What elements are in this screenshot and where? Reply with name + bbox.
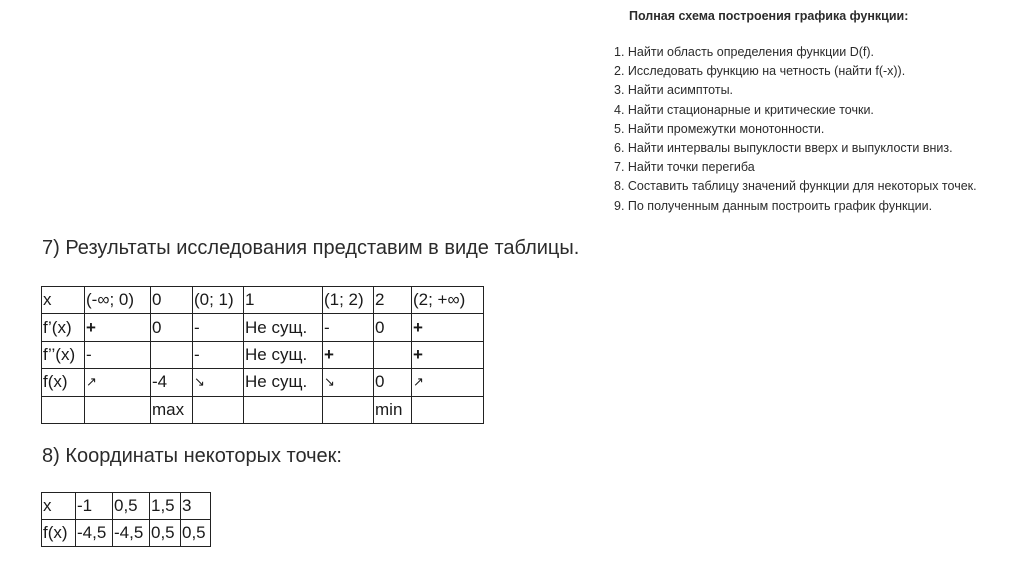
scheme-step: 7. Найти точки перегиба [614, 160, 755, 175]
table-cell: (2; +∞) [412, 287, 484, 314]
table-cell: -1 [76, 493, 113, 520]
scheme-step: 2. Исследовать функцию на четность (найти f(-x)). [614, 64, 906, 79]
table-cell: (-∞; 0) [85, 287, 151, 314]
scheme-step: 5. Найти промежутки монотонности. [614, 121, 825, 136]
table-cell: - [193, 341, 244, 368]
table-cell: Не сущ. [244, 369, 323, 396]
table-cell: -4,5 [76, 520, 113, 547]
table-cell: - [193, 314, 244, 341]
table-cell [374, 341, 412, 368]
coordinates-table [41, 492, 211, 547]
table-cell: 0,5 [181, 520, 211, 547]
table-cell: -4,5 [113, 520, 150, 547]
table-cell: + [85, 314, 151, 341]
table-row [42, 369, 484, 396]
decreasing-arrow-icon: ↘ [193, 369, 244, 396]
scheme-step: 6. Найти интервалы выпуклости вверх и выпуклости вниз. [614, 140, 953, 155]
table-cell: 1,5 [150, 493, 181, 520]
table-cell: 2 [374, 287, 412, 314]
section-7-heading: 7) Результаты исследования представим в виде таблицы. [42, 237, 580, 259]
table-cell: + [412, 314, 484, 341]
results-table [41, 286, 484, 424]
table-cell: - [85, 341, 151, 368]
table-cell: f(x) [42, 369, 85, 396]
table-cell [323, 396, 374, 423]
table-cell: 1 [244, 287, 323, 314]
table-cell: + [323, 341, 374, 368]
table-cell: (0; 1) [193, 287, 244, 314]
table-cell: -4 [151, 369, 193, 396]
construction-scheme [614, 7, 1019, 216]
table-cell: 0,5 [113, 493, 150, 520]
table-cell: Не сущ. [244, 314, 323, 341]
scheme-step: 4. Найти стационарные и критические точки. [614, 102, 874, 117]
table-cell [193, 396, 244, 423]
table-cell: + [412, 341, 484, 368]
table-cell [85, 396, 151, 423]
table-row [42, 287, 484, 314]
scheme-step: 8. Составить таблицу значений функции для некоторых точек. [614, 179, 977, 194]
scheme-step: 9. По полученным данным построить график функции. [614, 198, 933, 213]
scheme-step: 3. Найти асимптоты. [614, 83, 734, 98]
decreasing-arrow-icon: ↘ [323, 369, 374, 396]
table-cell: x [42, 493, 76, 520]
table-row [42, 396, 484, 423]
table-cell: Не сущ. [244, 341, 323, 368]
table-cell: (1; 2) [323, 287, 374, 314]
table-row [42, 520, 211, 547]
scheme-title: Полная схема построения графика функции: [629, 9, 909, 23]
table-cell: min [374, 396, 412, 423]
table-cell: max [151, 396, 193, 423]
table-cell [412, 396, 484, 423]
table-cell: 0,5 [150, 520, 181, 547]
table-cell: f’’(x) [42, 341, 85, 368]
table-cell: f(x) [42, 520, 76, 547]
table-cell: 0 [151, 314, 193, 341]
increasing-arrow-icon: ↗ [85, 369, 151, 396]
table-cell: 3 [181, 493, 211, 520]
scheme-step: 1. Найти область определения функции D(f). [614, 45, 875, 59]
table-cell [244, 396, 323, 423]
table-row [42, 314, 484, 341]
table-cell: - [323, 314, 374, 341]
table-cell [151, 341, 193, 368]
table-row [42, 341, 484, 368]
increasing-arrow-icon: ↗ [412, 369, 484, 396]
table-cell: x [42, 287, 85, 314]
table-cell: 0 [374, 369, 412, 396]
table-cell: 0 [374, 314, 412, 341]
table-cell [42, 396, 85, 423]
scheme-steps-list [614, 43, 1019, 216]
table-row [42, 493, 211, 520]
table-cell: f’(x) [42, 314, 85, 341]
section-8-heading: 8) Координаты некоторых точек: [42, 445, 342, 467]
table-cell: 0 [151, 287, 193, 314]
